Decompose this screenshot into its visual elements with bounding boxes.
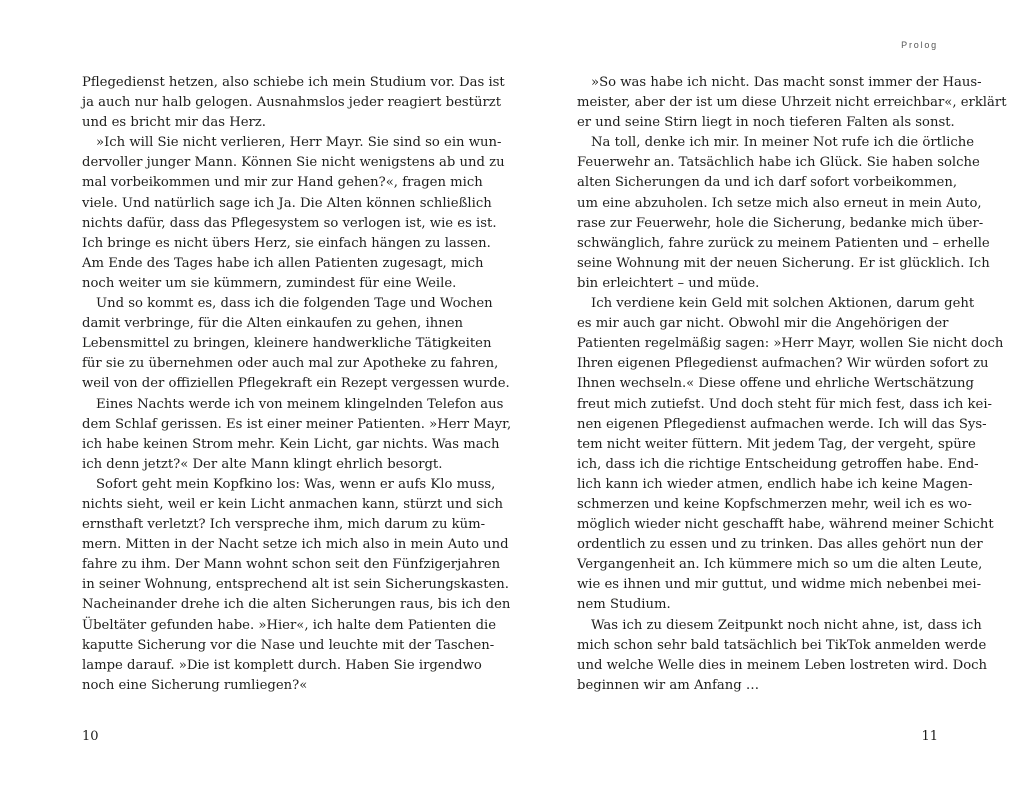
- text-line: Sofort geht mein Kopfkino los: Was, wenn er aufs Klo muss,: [96, 476, 496, 492]
- text-line: und es bricht mir das Herz.: [82, 115, 266, 131]
- text-line: mern. Mitten in der Nacht setze ich mich also in mein Auto und: [82, 537, 509, 553]
- text-line: bin erleichtert – und müde.: [577, 275, 760, 291]
- text-line: um eine abzuholen. Ich setze mich also erneut in mein Auto,: [577, 195, 982, 211]
- text-line: Was ich zu diesem Zeitpunkt noch nicht ahne, ist, dass ich: [591, 617, 982, 633]
- text-line: Pflegedienst hetzen, also schiebe ich mein Studium vor. Das ist: [82, 75, 505, 90]
- text-line: dervoller junger Mann. Können Sie nicht wenigstens ab und zu: [82, 155, 505, 171]
- text-line: ich, dass ich die richtige Entscheidung getroffen habe. End-: [577, 456, 979, 472]
- text-line: tem nicht weiter füttern. Mit jedem Tag, der vergeht, spüre: [577, 436, 976, 452]
- text-line: »So was habe ich nicht. Das macht sonst immer der Haus-: [591, 75, 982, 90]
- text-line: seine Wohnung mit der neuen Sicherung. Er ist glücklich. Ich: [577, 255, 990, 271]
- text-line: ernsthaft verletzt? Ich verspreche ihm, mich darum zu küm-: [82, 517, 486, 533]
- text-line: Eines Nachts werde ich von meinem klingelnden Telefon aus: [96, 396, 504, 412]
- text-line: ja auch nur halb gelogen. Ausnahmslos jeder reagiert bestürzt: [82, 95, 502, 111]
- text-line: wie es ihnen und mir guttut, und widme mich nebenbei mei-: [577, 577, 982, 593]
- text-line: Vergangenheit an. Ich kümmere mich so um die alten Leute,: [577, 557, 983, 573]
- text-line: mal vorbeikommen und mir zur Hand gehen?«, fragen mich: [82, 175, 483, 191]
- text-line: damit verbringe, für die Alten einkaufen zu gehen, ihnen: [82, 316, 464, 332]
- text-line: nen eigenen Pflegedienst aufmachen werde. Ich will das Sys-: [577, 416, 987, 432]
- text-line: er und seine Stirn liegt in noch tieferen Falten als sonst.: [577, 115, 955, 131]
- text-line: Übeltäter gefunden habe. »Hier«, ich halte dem Patienten die: [82, 617, 497, 633]
- text-line: ich denn jetzt?« Der alte Mann klingt ehrlich besorgt.: [82, 456, 443, 472]
- text-line: in seiner Wohnung, entsprechend alt ist sein Sicherungskasten.: [82, 577, 509, 593]
- text-line: fahre zu ihm. Der Mann wohnt schon seit den Fünfzigerjahren: [82, 557, 501, 573]
- text-line: kaputte Sicherung vor die Nase und leuchte mit der Taschen-: [82, 637, 495, 653]
- text-line: freut mich zutiefst. Und doch steht für mich fest, dass ich kei-: [577, 396, 993, 412]
- text-line: schwänglich, fahre zurück zu meinem Patienten und – erhelle: [577, 235, 990, 251]
- text-line: Lebensmittel zu bringen, kleinere handwerkliche Tätigkeiten: [82, 336, 492, 352]
- text-line: für sie zu übernehmen oder auch mal zur Apotheke zu fahren,: [82, 356, 499, 372]
- text-line: Ich bringe es nicht übers Herz, sie einfach hängen zu lassen.: [82, 235, 491, 251]
- text-line: Nacheinander drehe ich die alten Sicherungen raus, bis ich den: [82, 597, 511, 613]
- text-line: ordentlich zu essen und zu trinken. Das alles gehört nun der: [577, 537, 983, 553]
- page-number-right: 11: [921, 729, 938, 744]
- text-line: ich habe keinen Strom mehr. Kein Licht, gar nichts. Was mach: [82, 436, 500, 452]
- text-line: Ich verdiene kein Geld mit solchen Aktionen, darum geht: [591, 296, 975, 312]
- text-line: Feuerwehr an. Tatsächlich habe ich Glück. Sie haben solche: [577, 155, 980, 171]
- text-line: schmerzen und keine Kopfschmerzen mehr, weil ich es wo-: [577, 496, 972, 512]
- text-line: noch eine Sicherung rumliegen?«: [82, 677, 308, 693]
- text-line: lampe darauf. »Die ist komplett durch. Haben Sie irgendwo: [82, 657, 482, 673]
- text-line: dem Schlaf gerissen. Es ist einer meiner Patienten. »Herr Mayr,: [82, 416, 512, 432]
- text-line: rase zur Feuerwehr, hole die Sicherung, bedanke mich über-: [577, 215, 984, 231]
- text-line: noch weiter um sie kümmern, zumindest für eine Weile.: [82, 275, 457, 291]
- text-line: alten Sicherungen da und ich darf sofort vorbeikommen,: [577, 175, 958, 191]
- text-line: Am Ende des Tages habe ich allen Patienten zugesagt, mich: [82, 255, 484, 271]
- text-line: meister, aber der ist um diese Uhrzeit nicht erreichbar«, erklärt: [577, 95, 1007, 111]
- text-line: weil von der offiziellen Pflegekraft ein Rezept vergessen wurde.: [82, 376, 510, 392]
- text-line: nem Studium.: [577, 597, 671, 613]
- text-line: beginnen wir am Anfang …: [577, 677, 760, 693]
- text-line: lich kann ich wieder atmen, endlich habe ich keine Magen-: [577, 476, 973, 492]
- running-head: Prolog: [901, 40, 938, 50]
- text-line: nichts sieht, weil er kein Licht anmachen kann, stürzt und sich: [82, 496, 503, 512]
- text-line: und welche Welle dies in meinem Leben lostreten wird. Doch: [577, 657, 988, 673]
- right-page-body: [577, 73, 1007, 696]
- left-page-body: [82, 73, 512, 696]
- text-line: Ihren eigenen Pflegedienst aufmachen? Wir würden sofort zu: [577, 356, 989, 372]
- text-line: Ihnen wechseln.« Diese offene und ehrliche Wertschätzung: [577, 376, 974, 392]
- text-line: nichts dafür, dass das Pflegesystem so verlogen ist, wie es ist.: [82, 215, 497, 231]
- right-page: [510, 0, 1020, 793]
- text-line: »Ich will Sie nicht verlieren, Herr Mayr. Sie sind so ein wun-: [96, 135, 502, 151]
- text-line: Na toll, denke ich mir. In meiner Not rufe ich die örtliche: [591, 135, 975, 151]
- text-line: Patienten regelmäßig sagen: »Herr Mayr, wollen Sie nicht doch: [577, 336, 1004, 352]
- page-number-left: 10: [82, 729, 99, 744]
- text-line: es mir auch gar nicht. Obwohl mir die Angehörigen der: [577, 316, 949, 332]
- text-line: möglich wieder nicht geschafft habe, während meiner Schicht: [577, 517, 994, 533]
- text-line: Und so kommt es, dass ich die folgenden Tage und Wochen: [96, 296, 493, 312]
- text-line: viele. Und natürlich sage ich Ja. Die Alten können schließlich: [82, 195, 492, 211]
- text-line: mich schon sehr bald tatsächlich bei TikTok anmelden werde: [577, 637, 987, 653]
